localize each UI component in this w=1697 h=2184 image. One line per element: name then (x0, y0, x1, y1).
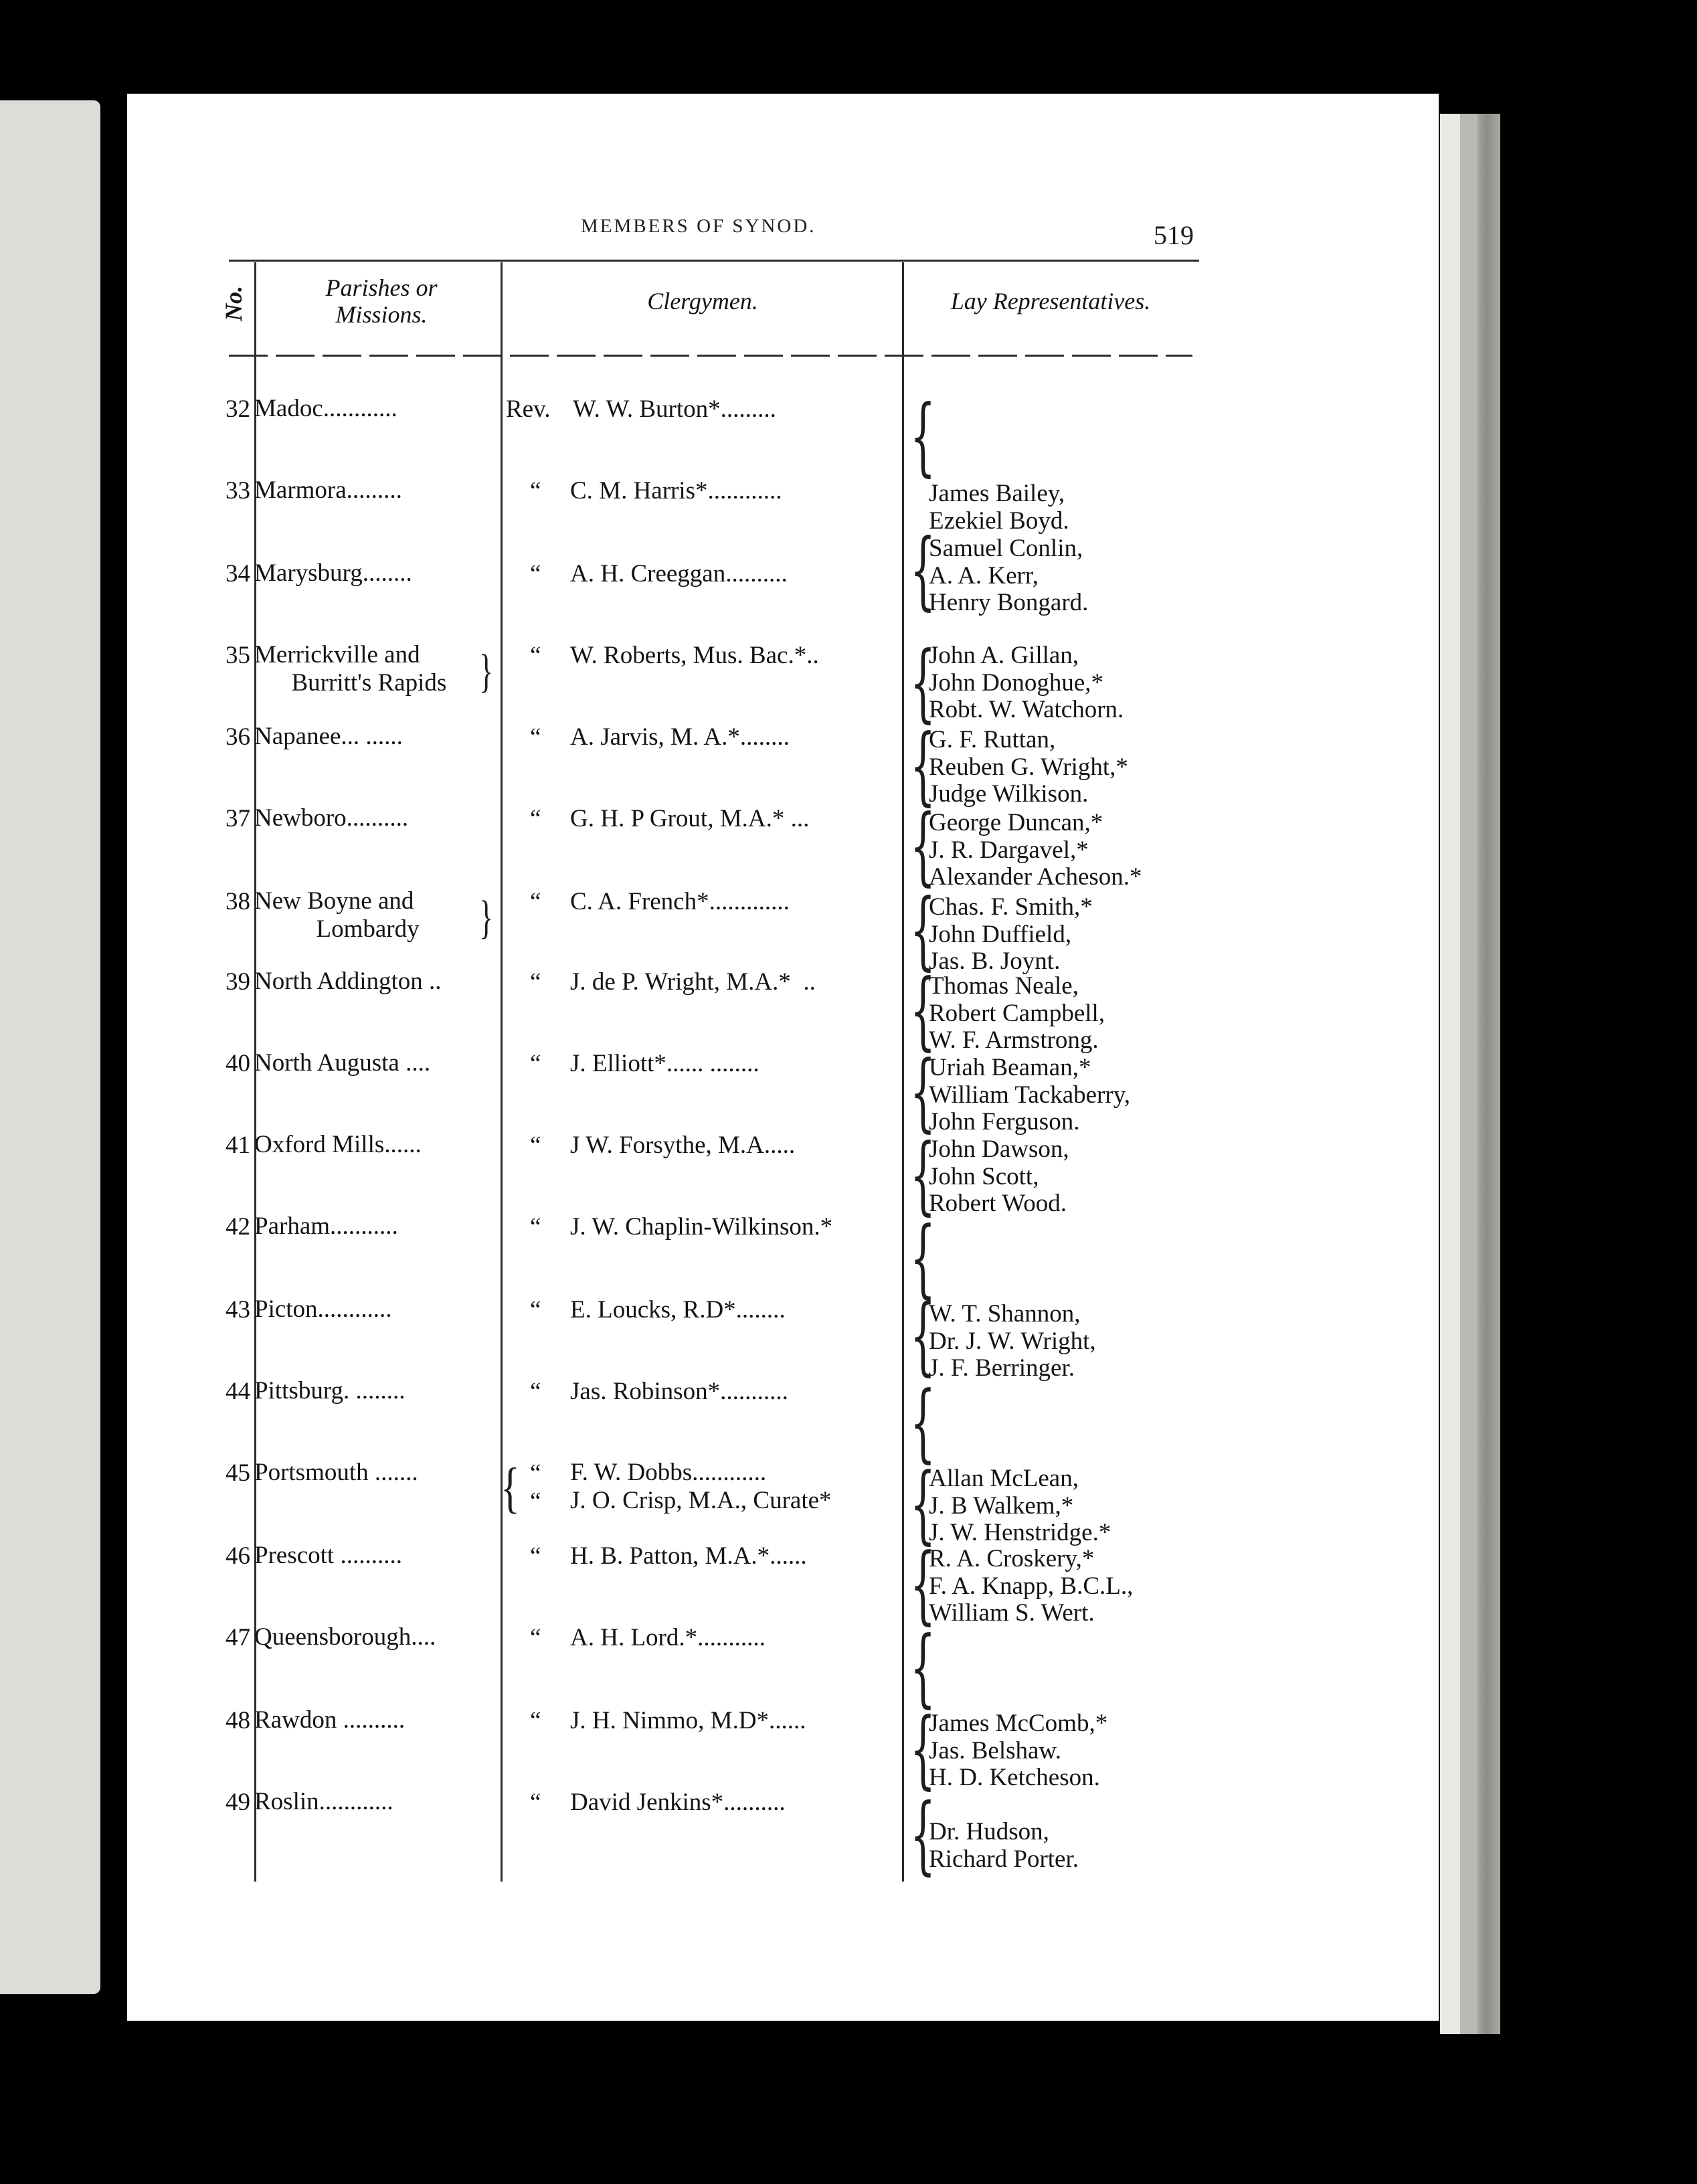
brace-mark: { (910, 1456, 936, 1554)
clergyman: J. H. Nimmo, M.D*...... (570, 1707, 806, 1734)
entry-number: 33 (226, 477, 250, 505)
page-edge-stack (1478, 114, 1500, 2034)
page-edge-stack (1440, 114, 1460, 2034)
ditto-mark: “ (530, 1296, 541, 1324)
ditto-mark: “ (530, 1487, 541, 1515)
entry-number: 49 (226, 1789, 250, 1816)
lay-representatives: Dr. Hudson, Richard Porter. (929, 1818, 1079, 1873)
entry-number: 47 (226, 1624, 250, 1651)
lay-representatives: James Bailey, Ezekiel Boyd. (929, 480, 1069, 535)
brace-mark: { (910, 388, 936, 486)
clergyman: E. Loucks, R.D*........ (570, 1296, 786, 1324)
column-header-parishes: Parishes or Missions. (325, 274, 438, 328)
clergyman: H. B. Patton, M.A.*...... (570, 1542, 807, 1570)
lay-representatives: Chas. F. Smith,* John Duffield, Jas. B. Joynt. (929, 893, 1093, 975)
entry-number: 34 (226, 560, 250, 587)
lay-representatives: George Duncan,* J. R. Dargavel,* Alexander Acheson.* (929, 809, 1142, 891)
brace-mark: { (910, 1210, 936, 1308)
column-header-clergymen: Clergymen. (647, 288, 758, 314)
clergyman: A. H. Lord.*........... (570, 1624, 766, 1651)
ditto-mark: “ (530, 805, 541, 832)
ditto-mark: “ (530, 1378, 541, 1405)
parish-name: Queensborough.... (254, 1623, 436, 1651)
clergyman: J W. Forsythe, M.A..... (570, 1131, 796, 1159)
parish-name: Portsmouth ....... (254, 1459, 418, 1486)
entry-number: 41 (226, 1131, 250, 1159)
lay-representatives: Allan McLean, J. B Walkem,* J. W. Henstridge.* (929, 1465, 1111, 1546)
parish-name: Newboro.......... (254, 804, 409, 832)
page-number: 519 (1154, 220, 1194, 250)
ditto-mark: “ (530, 477, 541, 505)
brace-mark: { (910, 1787, 936, 1885)
parish-name: Roslin............ (254, 1788, 393, 1815)
parish-name: Rawdon .......... (254, 1706, 406, 1734)
clergyman: David Jenkins*.......... (570, 1789, 786, 1816)
entry-number: 43 (226, 1296, 250, 1324)
clergyman: J. W. Chaplin-Wilkinson.* (570, 1213, 833, 1241)
ditto-mark: “ (530, 1131, 541, 1159)
ditto-mark: “ (530, 1050, 541, 1077)
brace-mark: { (910, 1127, 936, 1225)
clergyman: G. H. P Grout, M.A.* ... (570, 805, 810, 832)
clergyman: J. de P. Wright, M.A.* .. (570, 968, 816, 996)
parish-name: Marysburg........ (254, 559, 412, 587)
ditto-mark: “ (530, 888, 541, 915)
parish-name: Marmora......... (254, 476, 402, 504)
brace-mark: { (910, 717, 936, 816)
ditto-mark: “ (530, 1624, 541, 1651)
lay-representatives: Uriah Beaman,* William Tackaberry, John Ferguson. (929, 1054, 1131, 1135)
entry-number: 36 (226, 723, 250, 751)
entry-number: 39 (226, 968, 250, 996)
brace-mark: { (910, 1044, 936, 1142)
clergyman: C. M. Harris*............ (570, 477, 782, 505)
brace-mark: { (910, 1619, 936, 1718)
entry-number: 45 (226, 1459, 250, 1487)
clergyman: A. Jarvis, M. A.*........ (570, 723, 790, 751)
facing-page-edge (0, 100, 100, 1994)
parish-name: North Addington .. (254, 968, 442, 995)
parish-name: North Augusta .... (254, 1049, 431, 1077)
parish-name: Madoc............ (254, 395, 397, 422)
lay-representatives: R. A. Croskery,* F. A. Knapp, B.C.L., William S. Wert. (929, 1545, 1134, 1627)
ditto-mark: “ (530, 642, 541, 669)
entry-number: 46 (226, 1542, 250, 1570)
parish-name: Picton............ (254, 1295, 392, 1323)
brace-mark: { (501, 1457, 520, 1519)
parish-name: Parham........... (254, 1212, 398, 1240)
clergyman: C. A. French*............. (570, 888, 790, 915)
ditto-mark: “ (530, 1542, 541, 1570)
entry-number: 32 (226, 395, 250, 423)
brace-mark: } (479, 644, 494, 697)
brace-mark: { (910, 962, 936, 1061)
entry-number: 40 (226, 1050, 250, 1077)
entry-number: 44 (226, 1378, 250, 1405)
ditto-mark: “ (530, 1789, 541, 1816)
brace-mark: { (910, 1536, 936, 1635)
ditto-mark: “ (530, 1707, 541, 1734)
lay-representatives: G. F. Ruttan, Reuben G. Wright,* Judge Wilkison. (929, 726, 1128, 808)
parish-name: New Boyne and Lombardy (254, 887, 420, 943)
entry-number: 48 (226, 1707, 250, 1734)
parish-name: Oxford Mills...... (254, 1131, 422, 1158)
column-rule-clergy (501, 262, 503, 1882)
ditto-mark: “ (530, 560, 541, 587)
ditto-mark: “ (530, 1459, 541, 1487)
entry-number: 38 (226, 888, 250, 915)
page-edge-stack (1460, 114, 1478, 2034)
brace-mark: { (910, 1374, 936, 1473)
entry-number: 37 (226, 805, 250, 832)
header-divider (229, 355, 1192, 357)
lay-representatives: Thomas Neale, Robert Campbell, W. F. Armstrong. (929, 972, 1105, 1054)
entry-number: 35 (226, 642, 250, 669)
clergyman: J. Elliott*...... ........ (570, 1050, 760, 1077)
running-head: MEMBERS OF SYNOD. (581, 215, 816, 237)
brace-mark: { (910, 882, 936, 980)
parish-name: Merrickville and Burritt's Rapids (254, 641, 447, 697)
brace-mark: { (910, 798, 936, 896)
brace-mark: { (910, 1701, 936, 1799)
brace-mark: { (910, 634, 936, 733)
lay-representatives: John A. Gillan, John Donoghue,* Robt. W. Watchorn. (929, 642, 1124, 723)
entry-number: 42 (226, 1213, 250, 1241)
parish-name: Pittsburg. ........ (254, 1377, 406, 1404)
column-rule-lay (902, 262, 904, 1882)
lay-representatives: John Dawson, John Scott, Robert Wood. (929, 1135, 1069, 1217)
brace-mark: } (479, 891, 494, 943)
ditto-mark: “ (530, 723, 541, 751)
brace-mark: { (910, 1287, 936, 1386)
column-header-lay: Lay Representatives. (950, 288, 1151, 314)
column-header-no: No. (220, 286, 247, 321)
brace-mark: { (910, 522, 936, 620)
parish-name: Napanee... ...... (254, 723, 403, 750)
parish-name: Prescott .......... (254, 1542, 402, 1569)
lay-representatives: Samuel Conlin, A. A. Kerr, Henry Bongard. (929, 535, 1089, 616)
clergyman: Jas. Robinson*........... (570, 1378, 788, 1405)
clergyman: A. H. Creeggan.......... (570, 560, 788, 587)
clergyman: W. W. Burton*......... (573, 395, 776, 423)
table-top-rule (229, 260, 1199, 262)
lay-representatives: W. T. Shannon, Dr. J. W. Wright, J. F. Berringer. (929, 1300, 1096, 1382)
clergyman: W. Roberts, Mus. Bac.*.. (570, 642, 819, 669)
ditto-mark: “ (530, 968, 541, 996)
clergyman: F. W. Dobbs............ J. O. Crisp, M.A., Curate* (570, 1459, 832, 1514)
ditto-mark: Rev. (506, 395, 551, 423)
ditto-mark: “ (530, 1213, 541, 1241)
lay-representatives: James McComb,* Jas. Belshaw. H. D. Ketcheson. (929, 1710, 1108, 1791)
